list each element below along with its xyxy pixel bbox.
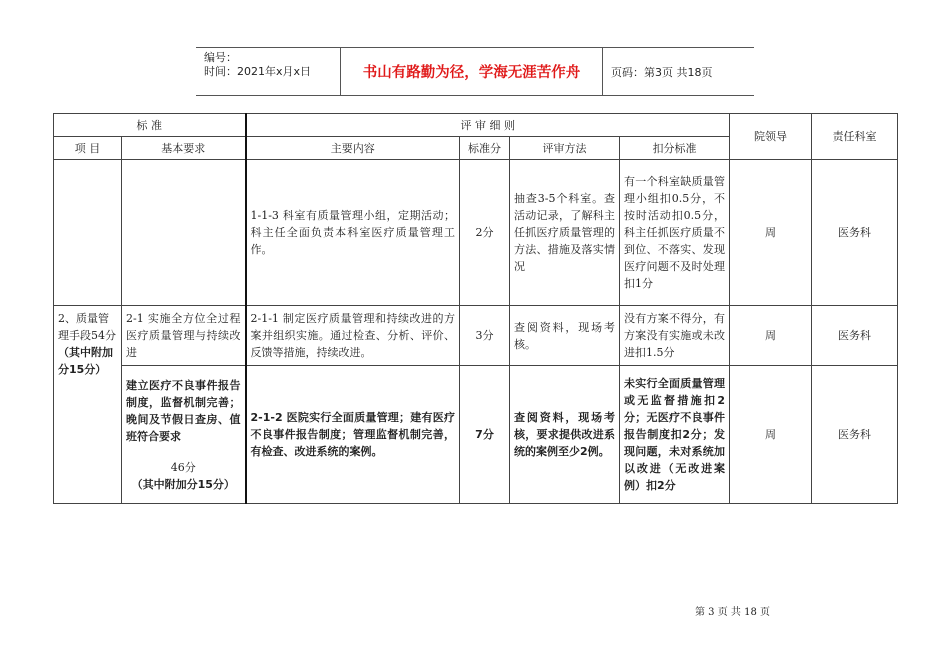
- header-department: 责任科室: [812, 114, 898, 160]
- row1-leader: 周: [730, 160, 812, 306]
- row3-content: 2-1-2 医院实行全面质量管理；建有医疗不良事件报告制度；管理监督机制完善，有检查、改进系统的案例。: [246, 366, 460, 504]
- row1-content: 1-1-3 科室有质量管理小组，定期活动；科主任全面负责本科室医疗质量管理工作。: [246, 160, 460, 306]
- row2-method: 查阅资料，现场考核。: [510, 306, 620, 366]
- page-footer: 第 3 页 共 18 页: [695, 607, 770, 618]
- row2-item-title: 2、质量管理手段54分: [58, 312, 116, 342]
- number-label: 编号：: [204, 51, 237, 64]
- row1-deduction: 有一个科室缺质量管理小组扣0.5分，不按时活动扣0.5分，科主任抓医疗质量不到位、不落实、发现医疗问题不及时处理扣1分: [620, 160, 730, 306]
- row2-item: [54, 306, 122, 504]
- row2-item-extra: （其中附加分15分）: [58, 346, 113, 376]
- time-label: 时间：2021年x月x日: [204, 65, 312, 78]
- table-row: [54, 366, 898, 504]
- row1-requirement: [122, 160, 246, 306]
- row1-department: 医务科: [812, 160, 898, 306]
- group-header-review-details: 评 审 细 则: [246, 114, 730, 137]
- header-main-content: 主要内容: [246, 137, 460, 160]
- row3-deduction: 未实行全面质量管理或无监督措施扣2分；无医疗不良事件报告制度扣2分；发现问题，未对系统加以改进（无改进案例）扣2分: [620, 366, 730, 504]
- row3-requirement-score: 46分: [170, 460, 196, 474]
- row3-requirement: [122, 366, 246, 504]
- row3-score: 7分: [460, 366, 510, 504]
- header-basic-requirement: 基本要求: [122, 137, 246, 160]
- row1-score: 2分: [460, 160, 510, 306]
- row3-department: 医务科: [812, 366, 898, 504]
- header-review-method: 评审方法: [510, 137, 620, 160]
- row2-deduction: 没有方案不得分，有方案没有实施或未改进扣1.5分: [620, 306, 730, 366]
- page-header: [196, 47, 754, 96]
- header-motto: 书山有路勤为径，学海无涯苦作舟: [341, 48, 603, 95]
- group-header-row: [54, 114, 898, 137]
- row3-method: 查阅资料，现场考核，要求提供改进系统的案例至少2例。: [510, 366, 620, 504]
- header-item: 项 目: [54, 137, 122, 160]
- row2-department: 医务科: [812, 306, 898, 366]
- header-standard-score: 标准分: [460, 137, 510, 160]
- row2-score: 3分: [460, 306, 510, 366]
- row3-leader: 周: [730, 366, 812, 504]
- table-row: [54, 160, 898, 306]
- table-row: [54, 306, 898, 366]
- row3-requirement-text: 建立医疗不良事件报告制度，监督机制完善；晚间及节假日查房、值班符合要求: [126, 378, 241, 443]
- row2-requirement: 2-1 实施全方位全过程医疗质量管理与持续改进: [122, 306, 246, 366]
- header-page-label: 页码：第3页 共18页: [611, 65, 713, 79]
- row2-leader: 周: [730, 306, 812, 366]
- group-header-standard: 标 准: [54, 114, 246, 137]
- header-meta: [196, 48, 341, 95]
- review-standards-table: [53, 113, 898, 504]
- header-leader: 院领导: [730, 114, 812, 160]
- row1-item: [54, 160, 122, 306]
- row2-content: 2-1-1 制定医疗质量管理和持续改进的方案并组织实施。通过检查、分析、评价、反馈等措施，持续改进。: [246, 306, 460, 366]
- header-deduction: 扣分标准: [620, 137, 730, 160]
- row3-requirement-extra: （其中附加分15分）: [131, 477, 235, 491]
- row1-method: 抽查3-5个科室。查活动记录，了解科主任抓医疗质量管理的方法、措施及落实情况: [510, 160, 620, 306]
